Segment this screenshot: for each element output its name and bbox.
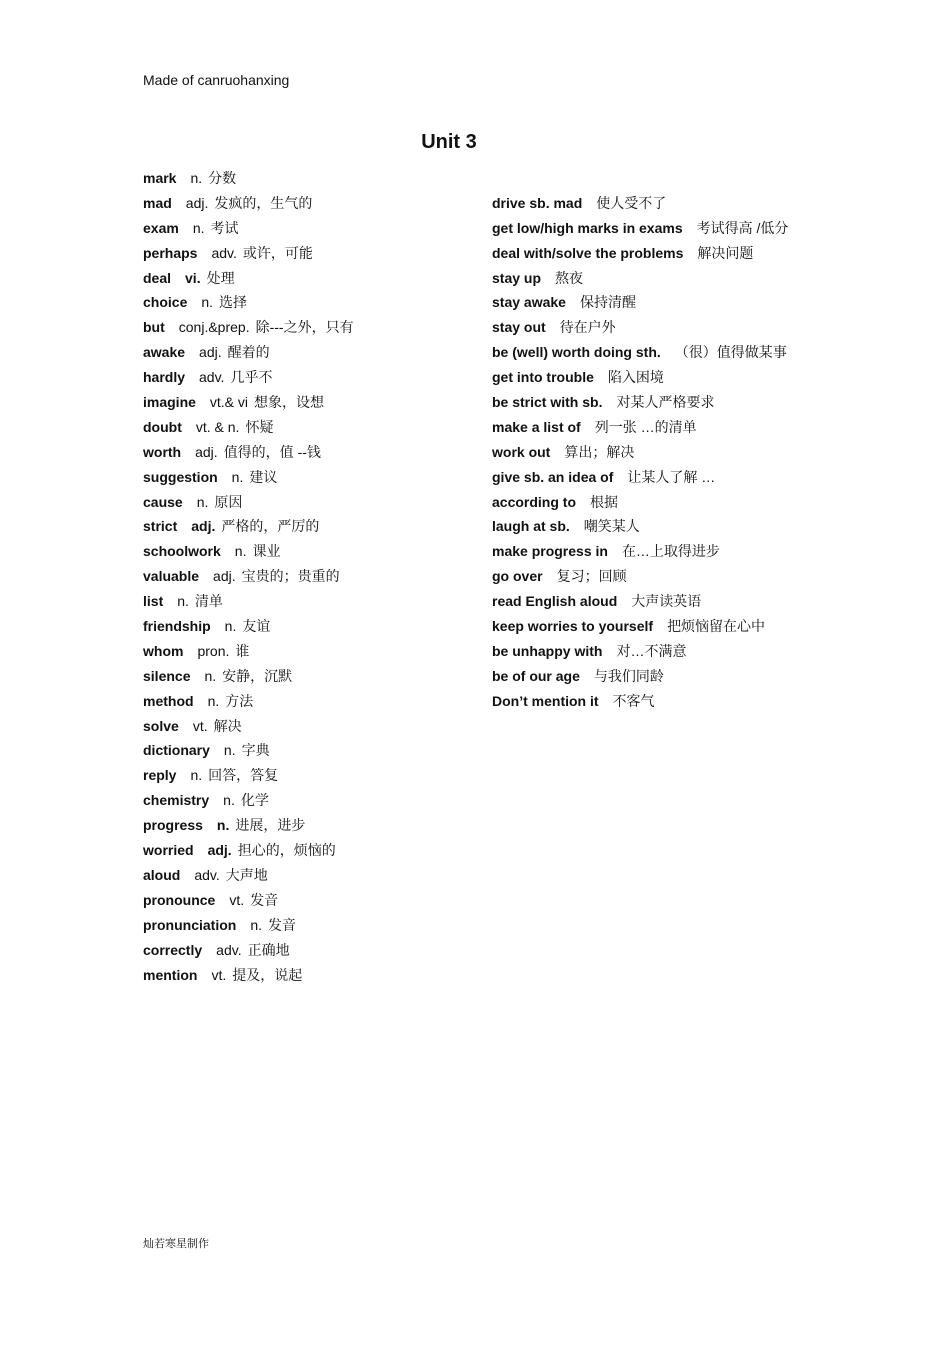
vocab-row (143, 666, 463, 686)
phrase-meaning: （很）值得做某事 (674, 344, 787, 361)
vocab-term: doubt (143, 418, 182, 435)
vocab-meaning: 或许，可能 (242, 244, 313, 261)
vocab-term: schoolwork (143, 543, 221, 560)
phrase-row (492, 492, 812, 512)
blank-row (492, 168, 812, 188)
vocab-term: aloud (143, 866, 181, 883)
part-of-speech: vt. & n. (195, 418, 240, 435)
vocab-row (143, 243, 463, 263)
vocab-row (143, 317, 463, 337)
vocab-meaning: 想象，设想 (254, 394, 325, 411)
phrase-row (492, 541, 812, 561)
phrase-meaning: 算出；解决 (564, 443, 635, 460)
vocab-meaning: 课业 (252, 543, 281, 560)
vocab-term: mark (143, 170, 177, 186)
vocab-term: worth (143, 443, 182, 460)
phrase-meaning: 陷入困境 (607, 369, 664, 386)
phrase-row (492, 442, 812, 462)
vocab-term: suggestion (143, 468, 218, 485)
vocab-meaning: 正确地 (247, 941, 290, 958)
phrase-term: stay out (492, 319, 546, 336)
vocab-meaning: 建议 (249, 468, 278, 485)
phrase-meaning: 根据 (590, 493, 619, 510)
part-of-speech: n. (201, 294, 214, 311)
phrase-meaning: 使人受不了 (596, 194, 667, 211)
vocab-meaning: 担心的，烦恼的 (237, 842, 336, 859)
phrase-term: deal with/solve the problems (492, 244, 684, 261)
vocab-row (143, 566, 463, 586)
vocab-row (143, 716, 463, 736)
vocab-row (143, 765, 463, 785)
vocab-term: worried (143, 842, 194, 859)
vocab-meaning: 回答，答复 (208, 767, 279, 784)
phrase-term: make a list of (492, 418, 581, 435)
part-of-speech: adj. (207, 842, 232, 859)
part-of-speech: n. (216, 817, 230, 834)
vocab-meaning: 值得的，值 --钱 (223, 443, 321, 460)
vocab-term: chemistry (143, 792, 210, 809)
phrase-meaning: 熬夜 (555, 269, 584, 286)
vocab-term: hardly (143, 369, 186, 386)
phrase-term: work out (492, 443, 551, 460)
vocab-row (143, 740, 463, 760)
phrase-row (492, 268, 812, 288)
phrase-row (492, 392, 812, 412)
phrase-term: stay awake (492, 294, 566, 311)
part-of-speech: n. (250, 916, 263, 933)
vocab-row (143, 616, 463, 636)
phrase-term: stay up (492, 269, 542, 286)
part-of-speech: vt. (229, 891, 245, 908)
part-of-speech: vi. (185, 269, 201, 286)
vocab-row (143, 268, 463, 288)
vocab-term: silence (143, 667, 191, 684)
vocab-meaning: 清单 (194, 593, 223, 610)
vocab-meaning: 几乎不 (230, 369, 273, 386)
vocab-row (143, 193, 463, 213)
phrase-row (492, 367, 812, 387)
phrase-row (492, 641, 812, 661)
phrase-term: be (well) worth doing sth. (492, 344, 661, 361)
vocab-meaning: 谁 (235, 642, 250, 659)
phrase-term: be of our age (492, 667, 580, 684)
part-of-speech: n. (190, 767, 203, 784)
vocab-meaning: 除---之外，只有 (255, 319, 354, 336)
vocab-term: deal (143, 269, 172, 286)
phrase-row (492, 317, 812, 337)
vocab-row (143, 641, 463, 661)
phrase-term: according to (492, 493, 577, 510)
vocab-row (143, 840, 463, 860)
part-of-speech: adv. (194, 866, 220, 883)
vocab-term: method (143, 692, 194, 709)
vocab-meaning: 宝贵的；贵重的 (241, 568, 340, 585)
part-of-speech: pron. (197, 642, 230, 659)
vocab-meaning: 考试 (210, 219, 239, 236)
part-of-speech: n. (207, 692, 220, 709)
vocab-term: solve (143, 717, 179, 734)
vocab-row (143, 467, 463, 487)
vocab-row (143, 965, 463, 985)
part-of-speech: n. (204, 667, 217, 684)
part-of-speech: adj. (191, 518, 216, 535)
phrase-term: drive sb. mad (492, 194, 583, 211)
part-of-speech: n. (177, 593, 189, 610)
phrase-meaning: 保持清醒 (579, 294, 636, 311)
phrase-meaning: 让某人了解 … (627, 468, 716, 485)
phrase-term: Don’t mention it (492, 692, 599, 709)
vocab-word-list (143, 168, 463, 989)
vocab-meaning: 友谊 (242, 618, 271, 635)
part-of-speech: n. (223, 792, 235, 809)
vocab-term: reply (143, 767, 177, 784)
phrase-meaning: 考试得高 /低分 (696, 219, 789, 236)
vocab-term: correctly (143, 941, 203, 958)
part-of-speech: n. (224, 618, 237, 635)
vocab-meaning: 安静，沉默 (222, 667, 293, 684)
vocab-row (143, 865, 463, 885)
part-of-speech: adj. (185, 194, 209, 211)
part-of-speech: adv. (199, 369, 225, 386)
part-of-speech: adv. (216, 941, 242, 958)
vocab-term: imagine (143, 394, 196, 411)
phrase-meaning: 对…不满意 (616, 642, 687, 659)
phrase-meaning: 列一张 …的清单 (594, 418, 697, 435)
part-of-speech: n. (223, 742, 236, 759)
vocab-term: progress (143, 817, 203, 834)
phrase-row (492, 467, 812, 487)
vocab-row (143, 342, 463, 362)
phrase-list (492, 168, 812, 716)
phrase-term: laugh at sb. (492, 518, 570, 535)
part-of-speech: n. (234, 543, 247, 560)
phrase-term: read English aloud (492, 593, 618, 610)
header-note: Made of canruohanxing (143, 72, 290, 88)
phrase-row (492, 417, 812, 437)
phrase-meaning: 待在户外 (559, 319, 616, 336)
vocab-meaning: 进展，进步 (235, 817, 306, 834)
phrase-meaning: 解决问题 (697, 244, 754, 261)
vocab-term: dictionary (143, 742, 210, 759)
part-of-speech: conj.&prep. (178, 319, 250, 336)
part-of-speech: adj. (199, 344, 222, 361)
vocab-row (143, 417, 463, 437)
vocab-meaning: 分数 (208, 170, 237, 186)
vocab-term: choice (143, 294, 188, 311)
part-of-speech: adv. (211, 244, 237, 261)
vocab-row (143, 367, 463, 387)
vocab-row (143, 218, 463, 238)
vocab-row (143, 392, 463, 412)
phrase-meaning: 对某人严格要求 (616, 394, 715, 411)
vocab-meaning: 大声地 (225, 866, 268, 883)
vocab-meaning: 选择 (219, 294, 248, 311)
phrase-term: go over (492, 568, 543, 585)
phrase-term: get into trouble (492, 369, 594, 386)
vocab-meaning: 解决 (213, 717, 242, 734)
phrase-meaning: 把烦恼留在心中 (667, 618, 766, 635)
vocab-meaning: 原因 (214, 493, 243, 510)
phrase-term: get low/high marks in exams (492, 219, 683, 236)
vocab-meaning: 发音 (268, 916, 297, 933)
part-of-speech: n. (190, 170, 203, 186)
phrase-meaning: 与我们同龄 (593, 667, 664, 684)
vocab-row (143, 591, 463, 611)
vocab-term: awake (143, 344, 186, 361)
vocab-term: valuable (143, 568, 200, 585)
vocab-term: but (143, 319, 165, 336)
phrase-meaning: 复习；回顾 (556, 568, 627, 585)
phrase-row (492, 342, 812, 362)
phrase-term: give sb. an idea of (492, 468, 614, 485)
vocab-row (143, 541, 463, 561)
vocab-row (143, 815, 463, 835)
vocab-term: cause (143, 493, 183, 510)
vocab-term: strict (143, 518, 178, 535)
part-of-speech: n. (231, 468, 244, 485)
phrase-term: make progress in (492, 543, 608, 560)
vocab-term: whom (143, 642, 184, 659)
phrase-row (492, 218, 812, 238)
phrase-meaning: 不客气 (612, 692, 655, 709)
vocab-meaning: 严格的，严厉的 (221, 518, 320, 535)
footer-note: 灿若寒星制作 (143, 1237, 209, 1250)
phrase-term: keep worries to yourself (492, 618, 654, 635)
vocab-row (143, 492, 463, 512)
vocab-term: perhaps (143, 244, 198, 261)
vocab-row (143, 890, 463, 910)
phrase-row (492, 193, 812, 213)
phrase-row (492, 566, 812, 586)
phrase-row (492, 591, 812, 611)
vocab-meaning: 提及，说起 (232, 966, 303, 983)
part-of-speech: vt. (211, 966, 227, 983)
vocab-row (143, 292, 463, 312)
vocab-meaning: 怀疑 (245, 418, 274, 435)
vocab-meaning: 化学 (240, 792, 269, 809)
part-of-speech: vt.& vi (209, 394, 249, 411)
vocab-term: pronounce (143, 891, 216, 908)
vocab-row (143, 915, 463, 935)
part-of-speech: n. (192, 219, 205, 236)
vocab-row (143, 516, 463, 536)
part-of-speech: adj. (213, 568, 236, 585)
phrase-term: be strict with sb. (492, 394, 603, 411)
page-title: Unit 3 (421, 131, 477, 153)
vocab-row (143, 691, 463, 711)
vocab-row (143, 940, 463, 960)
vocab-term: mention (143, 966, 198, 983)
vocab-term: mad (143, 194, 172, 211)
vocab-row (143, 790, 463, 810)
phrase-meaning: 在…上取得进步 (621, 543, 720, 560)
phrase-meaning: 大声读英语 (631, 593, 702, 610)
vocab-term: exam (143, 219, 179, 236)
vocab-meaning: 字典 (241, 742, 270, 759)
phrase-row (492, 691, 812, 711)
vocab-meaning: 处理 (206, 269, 235, 286)
vocab-term: friendship (143, 618, 211, 635)
part-of-speech: vt. (192, 717, 208, 734)
phrase-row (492, 666, 812, 686)
phrase-term: be unhappy with (492, 642, 603, 659)
vocab-meaning: 发疯的，生气的 (214, 194, 313, 211)
vocab-row (143, 442, 463, 462)
phrase-row (492, 516, 812, 536)
phrase-row (492, 292, 812, 312)
vocab-term: pronunciation (143, 916, 237, 933)
part-of-speech: adj. (195, 443, 218, 460)
vocab-meaning: 发音 (250, 891, 279, 908)
vocab-row (143, 168, 463, 188)
vocab-term: list (143, 593, 164, 610)
vocab-meaning: 方法 (225, 692, 254, 709)
phrase-meaning: 嘲笑某人 (583, 518, 640, 535)
phrase-row (492, 616, 812, 636)
phrase-row (492, 243, 812, 263)
part-of-speech: n. (196, 493, 209, 510)
vocab-meaning: 醒着的 (227, 344, 270, 361)
